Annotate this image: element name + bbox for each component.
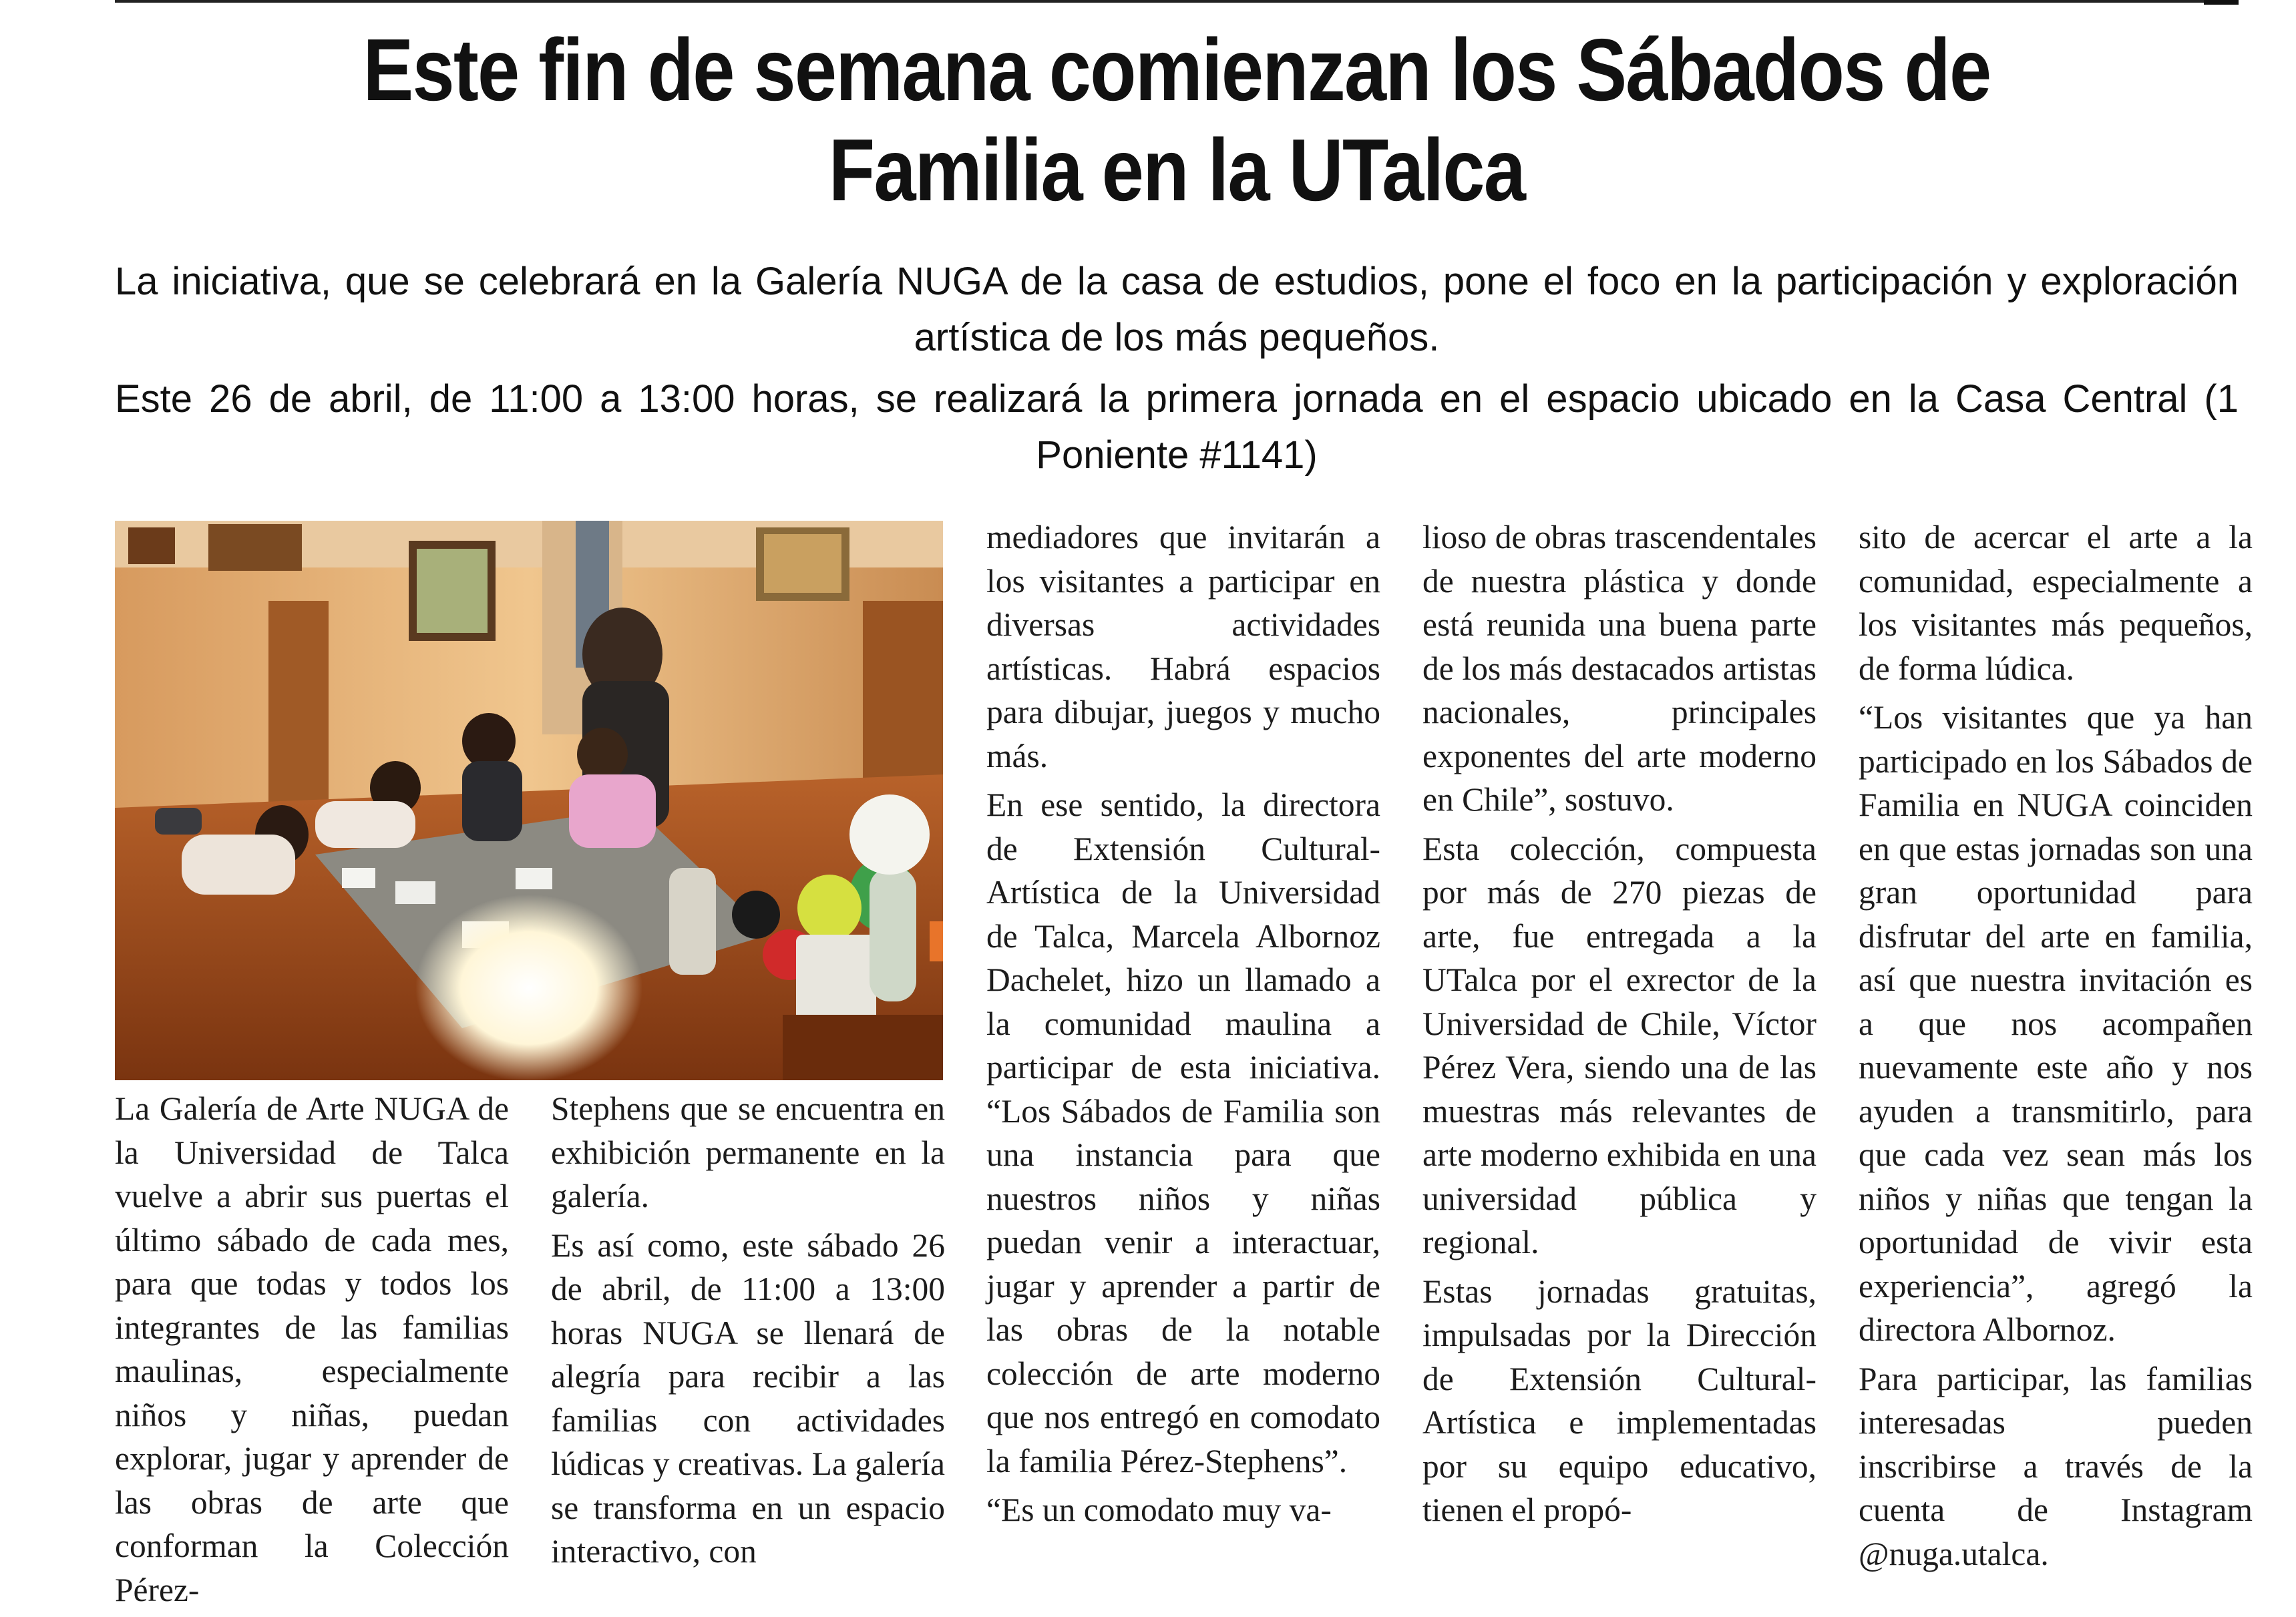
paragraph: La Galería de Arte NUGA de la Universidad de Talca vuelve a abrir sus puertas el último sábado de cada mes, para que todas y todos los integrantes de las familias maulinas, especialmente niños y niñas, puedan explorar, jugar y aprender de las obras de arte que conforman la Colección Pérez- <box>115 1090 509 1608</box>
body-column-3 <box>986 515 1380 1538</box>
paragraph: Esta colección, compuesta por más de 270 piezas de arte, fue entregada a la UTalca por el exrector de la Universidad de Chile, Víctor Pérez Vera, siendo una de las muestras más relevantes de arte moderno exhibida en una universidad pública y regional. <box>1422 830 1816 1260</box>
headline: Este fin de semana comienzan los Sábados de Familia en la UTalca <box>363 21 1991 219</box>
paragraph: sito de acercar el arte a la comunidad, especialmente a los visitantes más pequeños, de forma lúdica. <box>1859 519 2253 687</box>
top-rule <box>115 0 2239 3</box>
subhead-intro: La iniciativa, que se celebrará en la Galería NUGA de la casa de estudios, pone el foco en la participación y exploración artística de los más pequeños. <box>115 260 2239 359</box>
paragraph: “Es un comodato muy va- <box>986 1491 1332 1528</box>
paragraph: “Los visitantes que ya han participado en los Sábados de Familia en NUGA coinciden en que estas jornadas son una gran oportunidad para disfrutar del arte en familia, así que nuestra invitación es a que nos acompañen nuevamente este año y nos ayuden a transmitirlo, para que cada vez sean más los niños y niñas que tengan la oportunidad de vivir esta experiencia”, agregó la directora Albornoz. <box>1859 699 2253 1348</box>
subhead-date: Este 26 de abril, de 11:00 a 13:00 horas, se realizará la primera jornada en el espacio ubicado en la Casa Central (1 Poniente #1141) <box>115 377 2239 477</box>
body-column-1 <box>115 1087 509 1617</box>
paragraph: lioso de obras trascendentales de nuestra plástica y donde está reunida una buena parte de los más destacados artistas nacionales, principales exponentes del arte moderno en Chile”, sostuvo. <box>1422 519 1816 818</box>
top-rule-mark <box>2204 0 2239 5</box>
paragraph: Es así como, este sábado 26 de abril, de 11:00 a 13:00 horas NUGA se llenará de alegría para recibir a las familias con actividades lúdicas y creativas. La galería se transforma en un espacio interactivo, con <box>551 1226 945 1570</box>
body-column-4 <box>1422 515 1816 1538</box>
paragraph: Para participar, las familias interesadas pueden inscribirse a través de la cuenta de Instagram @nuga.utalca. <box>1859 1360 2253 1572</box>
article-photo <box>115 521 943 1080</box>
paragraph: mediadores que invitarán a los visitantes a participar en diversas actividades artísticas. Habrá espacios para dibujar, juegos y mucho más. <box>986 519 1380 774</box>
paragraph: Estas jornadas gratuitas, impulsadas por la Dirección de Extensión Cultural-Artística e implementadas por su equipo educativo, tienen el propó- <box>1422 1273 1816 1528</box>
body-column-5 <box>1859 515 2253 1581</box>
paragraph: En ese sentido, la directora de Extensión Cultural-Artística de la Universidad de Talca, Marcela Albornoz Dachelet, hizo un llamado a la comunidad maulina a participar de esta iniciativa. “Los Sábados de Familia son una instancia para que nuestros niños y niñas puedan venir a interactuar, jugar y aprender a partir de las obras de la notable colección de arte moderno que nos entregó en comodato la familia Pérez-Stephens”. <box>986 786 1380 1479</box>
paragraph: Stephens que se encuentra en exhibición permanente en la galería. <box>551 1090 945 1214</box>
gallery-children-illustration <box>115 521 943 1080</box>
body-column-2 <box>551 1087 945 1579</box>
